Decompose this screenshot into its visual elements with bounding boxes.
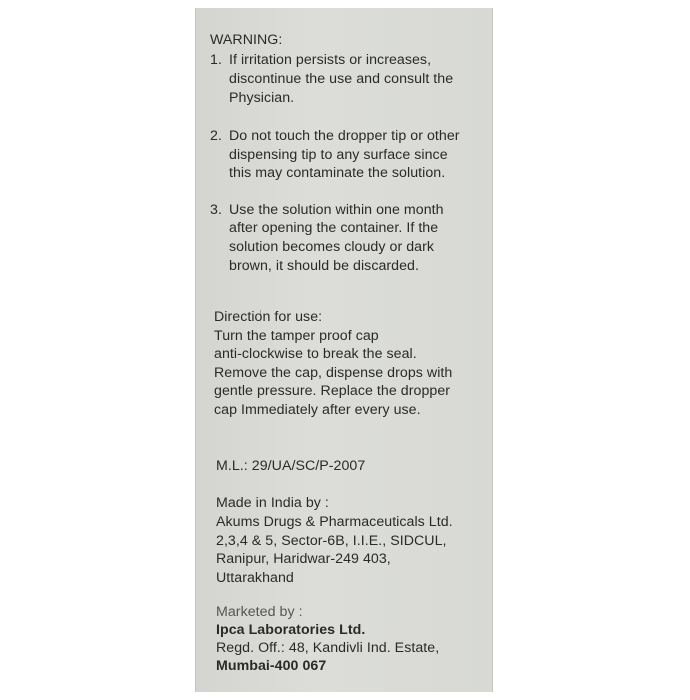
marketer-city: Mumbai-400 067	[216, 658, 327, 674]
warning-item-1-line-1: If irritation persists or increases,	[229, 52, 432, 68]
manufacturer-name: Akums Drugs & Pharmaceuticals Ltd.	[216, 514, 453, 530]
warning-heading: WARNING:	[210, 32, 283, 48]
direction-line-4: gentle pressure. Replace the dropper	[214, 383, 451, 399]
marketer-name: Ipca Laboratories Ltd.	[216, 622, 366, 638]
direction-heading: Direction for use:	[214, 309, 323, 325]
manufacturer-address-1: 2,3,4 & 5, Sector-6B, I.I.E., SIDCUL,	[216, 533, 447, 549]
warning-item-3-line-3: solution becomes cloudy or dark	[229, 239, 435, 255]
marketed-heading: Marketed by :	[216, 604, 303, 620]
made-in-heading: Made in India by :	[216, 495, 329, 511]
direction-line-5: cap Immediately after every use.	[214, 402, 421, 418]
manufacturing-licence: M.L.: 29/UA/SC/P-2007	[216, 458, 366, 474]
warning-item-3-number: 3.	[210, 202, 222, 218]
warning-item-1-line-2: discontinue the use and consult the	[229, 71, 454, 87]
label-panel	[195, 8, 493, 692]
warning-item-3-line-1: Use the solution within one month	[229, 202, 444, 218]
direction-line-1: Turn the tamper proof cap	[214, 328, 379, 344]
warning-item-1-number: 1.	[210, 52, 222, 68]
warning-item-2-number: 2.	[210, 128, 222, 144]
warning-item-2-line-3: this may contaminate the solution.	[229, 165, 446, 181]
direction-line-2: anti-clockwise to break the seal.	[214, 346, 417, 362]
manufacturer-address-2: Ranipur, Haridwar-249 403,	[216, 551, 391, 567]
warning-item-2-line-1: Do not touch the dropper tip or other	[229, 128, 460, 144]
warning-item-3-line-4: brown, it should be discarded.	[229, 258, 419, 274]
warning-item-3-line-2: after opening the container. If the	[229, 220, 439, 236]
direction-line-3: Remove the cap, dispense drops with	[214, 365, 453, 381]
marketer-address: Regd. Off.: 48, Kandivli Ind. Estate,	[216, 640, 440, 656]
warning-item-2-line-2: dispensing tip to any surface since	[229, 147, 448, 163]
manufacturer-address-3: Uttarakhand	[216, 570, 294, 586]
warning-item-1-line-3: Physician.	[229, 90, 295, 106]
